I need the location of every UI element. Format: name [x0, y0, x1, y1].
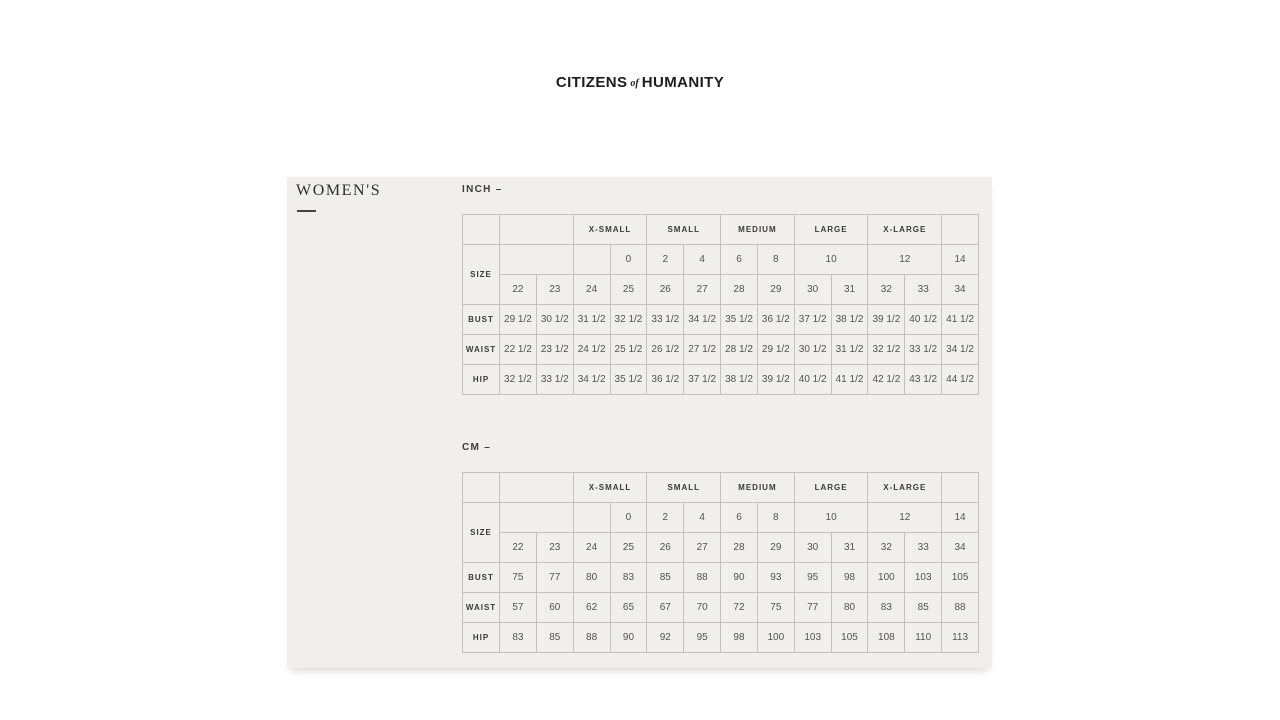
brand-logo-humanity: HUMANITY [641, 74, 725, 91]
bust-value-cell: 98 [831, 563, 868, 593]
hip-row-label-cell: HIP [463, 623, 500, 653]
bust-value-cell: 75 [500, 563, 537, 593]
size-group-header-cell: MEDIUM [721, 215, 795, 245]
size-group-header-cell: SMALL [647, 473, 721, 503]
bust-value-cell: 39 1/2 [868, 305, 905, 335]
numeric-size-cell: 32 [868, 275, 905, 305]
bust-row-label-cell: BUST [463, 305, 500, 335]
waist-value-cell: 70 [684, 593, 721, 623]
waist-value-cell: 33 1/2 [905, 335, 942, 365]
cm-unit-label: CM – [462, 442, 492, 453]
bust-value-cell: 38 1/2 [831, 305, 868, 335]
waist-value-cell: 24 1/2 [573, 335, 610, 365]
inch-table-mount [462, 214, 979, 395]
waist-value-cell: 30 1/2 [794, 335, 831, 365]
waist-value-cell: 72 [721, 593, 758, 623]
waist-value-cell: 88 [942, 593, 979, 623]
us-size-cell: 0 [610, 245, 647, 275]
numeric-size-cell: 24 [573, 533, 610, 563]
inch-unit-label: INCH – [462, 184, 503, 195]
size-group-header-cell [942, 215, 979, 245]
size-group-header-cell [500, 215, 574, 245]
waist-value-cell: 25 1/2 [610, 335, 647, 365]
numeric-size-cell: 34 [942, 275, 979, 305]
numeric-size-cell: 33 [905, 533, 942, 563]
numeric-size-cell: 29 [757, 275, 794, 305]
numeric-size-cell: 25 [610, 275, 647, 305]
bust-value-cell: 103 [905, 563, 942, 593]
numeric-size-cell: 32 [868, 533, 905, 563]
us-size-cell [500, 245, 574, 275]
corner-cell [463, 215, 500, 245]
hip-value-cell: 92 [647, 623, 684, 653]
waist-value-cell: 77 [794, 593, 831, 623]
bust-value-cell: 31 1/2 [573, 305, 610, 335]
size-row-label-cell: SIZE [463, 245, 500, 305]
numeric-size-cell: 27 [684, 275, 721, 305]
waist-value-cell: 80 [831, 593, 868, 623]
bust-value-cell: 85 [647, 563, 684, 593]
size-group-header-cell: X-SMALL [573, 215, 647, 245]
waist-value-cell: 26 1/2 [647, 335, 684, 365]
waist-value-cell: 32 1/2 [868, 335, 905, 365]
numeric-size-cell: 29 [757, 533, 794, 563]
waist-value-cell: 22 1/2 [500, 335, 537, 365]
waist-row-label-cell: WAIST [463, 335, 500, 365]
waist-row-label-cell: WAIST [463, 593, 500, 623]
bust-value-cell: 77 [536, 563, 573, 593]
numeric-size-cell: 23 [536, 533, 573, 563]
numeric-size-cell: 22 [500, 275, 537, 305]
bust-value-cell: 100 [868, 563, 905, 593]
bust-value-cell: 41 1/2 [942, 305, 979, 335]
us-size-cell: 10 [794, 503, 868, 533]
size-row-label-cell: SIZE [463, 503, 500, 563]
bust-value-cell: 95 [794, 563, 831, 593]
size-group-header-cell: SMALL [647, 215, 721, 245]
hip-value-cell: 108 [868, 623, 905, 653]
us-size-cell: 12 [868, 245, 942, 275]
us-size-cell: 10 [794, 245, 868, 275]
us-size-cell: 2 [647, 245, 684, 275]
us-size-cell: 14 [942, 245, 979, 275]
hip-value-cell: 103 [794, 623, 831, 653]
size-tables-column [462, 184, 979, 653]
numeric-size-cell: 26 [647, 275, 684, 305]
bust-value-cell: 40 1/2 [905, 305, 942, 335]
bust-value-cell: 83 [610, 563, 647, 593]
numeric-size-cell: 30 [794, 533, 831, 563]
size-group-header-cell: X-SMALL [573, 473, 647, 503]
size-group-header-cell: LARGE [794, 215, 868, 245]
brand-logo-of: of [630, 78, 639, 89]
bust-value-cell: 33 1/2 [647, 305, 684, 335]
numeric-size-cell: 28 [721, 275, 758, 305]
corner-cell [463, 473, 500, 503]
hip-value-cell: 41 1/2 [831, 365, 868, 395]
size-group-header-cell: X-LARGE [868, 215, 942, 245]
waist-value-cell: 31 1/2 [831, 335, 868, 365]
us-size-cell: 6 [721, 245, 758, 275]
hip-value-cell: 113 [942, 623, 979, 653]
hip-value-cell: 36 1/2 [647, 365, 684, 395]
waist-value-cell: 83 [868, 593, 905, 623]
bust-value-cell: 35 1/2 [721, 305, 758, 335]
hip-value-cell: 90 [610, 623, 647, 653]
tab-womens[interactable]: WOMEN'S [296, 182, 382, 199]
numeric-size-cell: 24 [573, 275, 610, 305]
hip-value-cell: 33 1/2 [536, 365, 573, 395]
cm-size-table [462, 472, 979, 653]
bust-value-cell: 93 [757, 563, 794, 593]
cm-table-mount [462, 472, 979, 653]
size-group-header-cell: LARGE [794, 473, 868, 503]
size-group-header-cell: MEDIUM [721, 473, 795, 503]
numeric-size-cell: 31 [831, 533, 868, 563]
waist-value-cell: 28 1/2 [721, 335, 758, 365]
us-size-cell [500, 503, 574, 533]
hip-value-cell: 85 [536, 623, 573, 653]
us-size-cell: 4 [684, 503, 721, 533]
hip-value-cell: 98 [721, 623, 758, 653]
us-size-cell: 4 [684, 245, 721, 275]
bust-value-cell: 34 1/2 [684, 305, 721, 335]
bust-value-cell: 29 1/2 [500, 305, 537, 335]
us-size-cell [573, 503, 610, 533]
waist-value-cell: 29 1/2 [757, 335, 794, 365]
hip-value-cell: 40 1/2 [794, 365, 831, 395]
bust-value-cell: 37 1/2 [794, 305, 831, 335]
waist-value-cell: 65 [610, 593, 647, 623]
waist-value-cell: 85 [905, 593, 942, 623]
hip-value-cell: 39 1/2 [757, 365, 794, 395]
us-size-cell: 14 [942, 503, 979, 533]
hip-value-cell: 110 [905, 623, 942, 653]
size-group-header-cell [942, 473, 979, 503]
inch-size-table [462, 214, 979, 395]
hip-value-cell: 105 [831, 623, 868, 653]
us-size-cell: 6 [721, 503, 758, 533]
hip-value-cell: 34 1/2 [573, 365, 610, 395]
numeric-size-cell: 27 [684, 533, 721, 563]
waist-value-cell: 60 [536, 593, 573, 623]
us-size-cell: 0 [610, 503, 647, 533]
numeric-size-cell: 23 [536, 275, 573, 305]
us-size-cell: 8 [757, 503, 794, 533]
cm-section [462, 442, 979, 653]
size-group-header-cell: X-LARGE [868, 473, 942, 503]
hip-value-cell: 35 1/2 [610, 365, 647, 395]
numeric-size-cell: 22 [500, 533, 537, 563]
active-tab-underline [297, 210, 316, 212]
hip-row-label-cell: HIP [463, 365, 500, 395]
hip-value-cell: 43 1/2 [905, 365, 942, 395]
bust-row-label-cell: BUST [463, 563, 500, 593]
bust-value-cell: 36 1/2 [757, 305, 794, 335]
numeric-size-cell: 30 [794, 275, 831, 305]
waist-value-cell: 62 [573, 593, 610, 623]
bust-value-cell: 105 [942, 563, 979, 593]
brand-logo [0, 74, 1280, 92]
waist-value-cell: 75 [757, 593, 794, 623]
bust-value-cell: 90 [721, 563, 758, 593]
bust-value-cell: 30 1/2 [536, 305, 573, 335]
hip-value-cell: 83 [500, 623, 537, 653]
hip-value-cell: 95 [684, 623, 721, 653]
inch-section [462, 184, 979, 395]
bust-value-cell: 88 [684, 563, 721, 593]
numeric-size-cell: 28 [721, 533, 758, 563]
us-size-cell: 8 [757, 245, 794, 275]
numeric-size-cell: 25 [610, 533, 647, 563]
numeric-size-cell: 26 [647, 533, 684, 563]
waist-value-cell: 23 1/2 [536, 335, 573, 365]
waist-value-cell: 34 1/2 [942, 335, 979, 365]
numeric-size-cell: 31 [831, 275, 868, 305]
bust-value-cell: 80 [573, 563, 610, 593]
waist-value-cell: 67 [647, 593, 684, 623]
hip-value-cell: 32 1/2 [500, 365, 537, 395]
hip-value-cell: 100 [757, 623, 794, 653]
size-group-header-cell [500, 473, 574, 503]
numeric-size-cell: 33 [905, 275, 942, 305]
brand-logo-citizens: CITIZENS [555, 74, 628, 91]
numeric-size-cell: 34 [942, 533, 979, 563]
waist-value-cell: 57 [500, 593, 537, 623]
hip-value-cell: 42 1/2 [868, 365, 905, 395]
us-size-cell: 12 [868, 503, 942, 533]
hip-value-cell: 37 1/2 [684, 365, 721, 395]
hip-value-cell: 44 1/2 [942, 365, 979, 395]
hip-value-cell: 88 [573, 623, 610, 653]
waist-value-cell: 27 1/2 [684, 335, 721, 365]
bust-value-cell: 32 1/2 [610, 305, 647, 335]
us-size-cell: 2 [647, 503, 684, 533]
us-size-cell [573, 245, 610, 275]
size-guide-panel [287, 177, 992, 668]
hip-value-cell: 38 1/2 [721, 365, 758, 395]
